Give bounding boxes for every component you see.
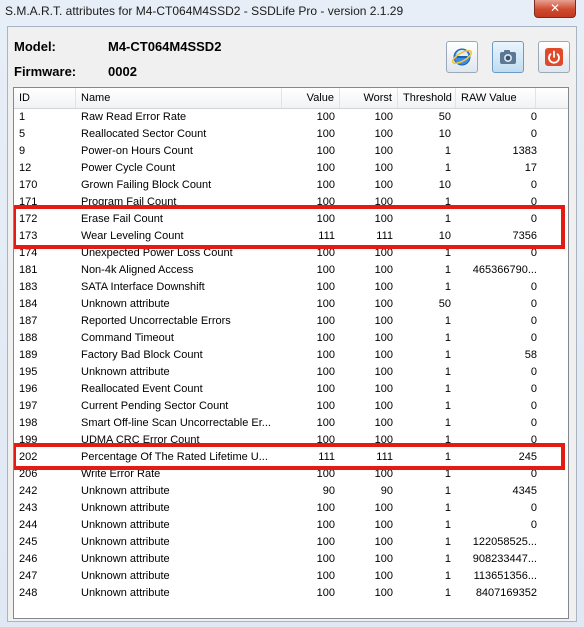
cell-value: 100 [316, 366, 335, 378]
cell-value: 100 [316, 162, 335, 174]
cell-id: 188 [19, 332, 38, 344]
cell-id: 245 [19, 536, 38, 548]
table-row[interactable] [14, 585, 544, 602]
window-title: S.M.A.R.T. attributes for M4-CT064M4SSD2 - SSDLife Pro - version 2.1.29 [5, 4, 404, 18]
model-value: M4-CT064M4SSD2 [108, 39, 222, 54]
cell-value: 100 [316, 264, 335, 276]
cell-threshold: 1 [444, 434, 451, 446]
cell-threshold: 1 [444, 417, 451, 429]
cell-name: Unknown attribute [81, 536, 170, 548]
model-label: Model: [14, 39, 56, 54]
table-row[interactable] [14, 126, 544, 143]
table-row[interactable] [14, 364, 544, 381]
firmware-label: Firmware: [14, 64, 77, 79]
cell-worst: 100 [374, 366, 393, 378]
cell-id: 174 [19, 247, 38, 259]
cell-worst: 90 [380, 485, 393, 497]
cell-raw-value: 0 [530, 502, 537, 514]
table-row[interactable] [14, 143, 544, 160]
cell-threshold: 1 [444, 451, 451, 463]
cell-worst: 100 [374, 417, 393, 429]
cell-id: 173 [19, 230, 38, 242]
cell-name: UDMA CRC Error Count [81, 434, 200, 446]
cell-name: Factory Bad Block Count [81, 349, 203, 361]
cell-value: 90 [322, 485, 335, 497]
cell-id: 198 [19, 417, 38, 429]
cell-threshold: 50 [438, 298, 451, 310]
column-header-id[interactable]: ID [14, 88, 76, 108]
cell-name: Power-on Hours Count [81, 145, 193, 157]
cell-value: 100 [316, 417, 335, 429]
cell-name: Wear Leveling Count [81, 230, 184, 242]
web-button[interactable] [446, 41, 478, 73]
table-row[interactable] [14, 109, 544, 126]
table-header [14, 88, 568, 109]
cell-value: 100 [316, 179, 335, 191]
cell-raw-value: 7356 [512, 230, 537, 242]
cell-name: Unknown attribute [81, 553, 170, 565]
cell-threshold: 1 [444, 196, 451, 208]
cell-raw-value: 465366790... [472, 264, 537, 276]
cell-value: 100 [316, 128, 335, 140]
cell-threshold: 1 [444, 145, 451, 157]
cell-name: Unexpected Power Loss Count [81, 247, 233, 259]
cell-raw-value: 245 [518, 451, 537, 463]
cell-id: 9 [19, 145, 26, 157]
cell-worst: 100 [374, 553, 393, 565]
cell-raw-value: 122058525... [472, 536, 537, 548]
cell-id: 247 [19, 570, 38, 582]
cell-name: Unknown attribute [81, 366, 170, 378]
cell-raw-value: 0 [530, 332, 537, 344]
cell-threshold: 1 [444, 502, 451, 514]
cell-worst: 100 [374, 128, 393, 140]
cell-value: 100 [316, 400, 335, 412]
column-header-worst[interactable]: Worst [340, 88, 398, 108]
table-row[interactable] [14, 211, 544, 228]
cell-name: Reallocated Event Count [81, 383, 203, 395]
cell-worst: 100 [374, 196, 393, 208]
cell-raw-value: 0 [530, 366, 537, 378]
cell-raw-value: 0 [530, 196, 537, 208]
cell-threshold: 1 [444, 264, 451, 276]
cell-name: Unknown attribute [81, 519, 170, 531]
cell-worst: 111 [376, 230, 393, 242]
cell-id: 196 [19, 383, 38, 395]
cell-value: 100 [316, 434, 335, 446]
table-row[interactable] [14, 279, 544, 296]
table-row[interactable] [14, 551, 544, 568]
cell-worst: 100 [374, 434, 393, 446]
cell-worst: 100 [374, 145, 393, 157]
screenshot-button[interactable] [492, 41, 524, 73]
cell-raw-value: 0 [530, 179, 537, 191]
cell-worst: 100 [374, 332, 393, 344]
cell-id: 181 [19, 264, 38, 276]
cell-id: 197 [19, 400, 38, 412]
column-header-raw-value[interactable]: RAW Value [456, 88, 536, 108]
internet-explorer-icon [451, 46, 473, 68]
cell-threshold: 10 [438, 179, 451, 191]
cell-raw-value: 4345 [512, 485, 537, 497]
table-row[interactable] [14, 483, 544, 500]
cell-name: Grown Failing Block Count [81, 179, 212, 191]
cell-threshold: 1 [444, 332, 451, 344]
cell-raw-value: 0 [530, 213, 537, 225]
cell-value: 100 [316, 349, 335, 361]
cell-threshold: 1 [444, 400, 451, 412]
cell-worst: 100 [374, 349, 393, 361]
column-header-filler [536, 88, 568, 108]
cell-worst: 100 [374, 179, 393, 191]
smart-attributes-table[interactable] [13, 87, 569, 619]
cell-id: 244 [19, 519, 38, 531]
cell-value: 111 [318, 230, 335, 242]
cell-id: 184 [19, 298, 38, 310]
cell-worst: 100 [374, 298, 393, 310]
cell-name: Write Error Rate [81, 468, 161, 480]
cell-id: 195 [19, 366, 38, 378]
cell-id: 246 [19, 553, 38, 565]
table-row[interactable] [14, 415, 544, 432]
cell-worst: 100 [374, 570, 393, 582]
cell-threshold: 10 [438, 230, 451, 242]
cell-value: 100 [316, 502, 335, 514]
cell-id: 206 [19, 468, 38, 480]
cell-threshold: 1 [444, 553, 451, 565]
camera-icon [497, 46, 519, 68]
cell-worst: 100 [374, 536, 393, 548]
cell-value: 100 [316, 383, 335, 395]
cell-id: 199 [19, 434, 38, 446]
cell-threshold: 1 [444, 383, 451, 395]
cell-value: 100 [316, 332, 335, 344]
cell-worst: 100 [374, 264, 393, 276]
cell-name: Unknown attribute [81, 485, 170, 497]
cell-id: 242 [19, 485, 38, 497]
cell-name: Erase Fail Count [81, 213, 163, 225]
cell-id: 172 [19, 213, 38, 225]
cell-raw-value: 0 [530, 434, 537, 446]
cell-name: Raw Read Error Rate [81, 111, 187, 123]
table-row[interactable] [14, 517, 544, 534]
cell-id: 12 [19, 162, 32, 174]
cell-worst: 100 [374, 281, 393, 293]
cell-worst: 100 [374, 502, 393, 514]
table-row[interactable] [14, 381, 544, 398]
cell-raw-value: 0 [530, 519, 537, 531]
cell-raw-value: 0 [530, 383, 537, 395]
cell-worst: 100 [374, 315, 393, 327]
table-row[interactable] [14, 466, 544, 483]
cell-value: 100 [316, 553, 335, 565]
cell-worst: 111 [376, 451, 393, 463]
cell-threshold: 1 [444, 468, 451, 480]
cell-id: 189 [19, 349, 38, 361]
cell-id: 170 [19, 179, 38, 191]
table-row[interactable] [14, 534, 544, 551]
exit-button[interactable] [538, 41, 570, 73]
cell-threshold: 1 [444, 315, 451, 327]
cell-id: 1 [19, 111, 26, 123]
cell-threshold: 1 [444, 349, 451, 361]
cell-name: Program Fail Count [81, 196, 177, 208]
firmware-value: 0002 [108, 64, 137, 79]
cell-threshold: 1 [444, 247, 451, 259]
close-icon: ✕ [549, 1, 561, 15]
cell-id: 187 [19, 315, 38, 327]
cell-name: SATA Interface Downshift [81, 281, 205, 293]
cell-threshold: 10 [438, 128, 451, 140]
client-area [7, 26, 577, 622]
table-row[interactable] [14, 313, 544, 330]
cell-worst: 100 [374, 587, 393, 599]
cell-value: 100 [316, 570, 335, 582]
table-row[interactable] [14, 296, 544, 313]
cell-id: 171 [19, 196, 38, 208]
cell-raw-value: 17 [524, 162, 537, 174]
cell-value: 100 [316, 281, 335, 293]
cell-worst: 100 [374, 111, 393, 123]
cell-name: Command Timeout [81, 332, 174, 344]
cell-worst: 100 [374, 213, 393, 225]
cell-worst: 100 [374, 383, 393, 395]
cell-name: Unknown attribute [81, 502, 170, 514]
cell-threshold: 1 [444, 587, 451, 599]
cell-name: Smart Off-line Scan Uncorrectable Er... [81, 417, 271, 429]
table-row[interactable] [14, 228, 544, 245]
cell-name: Reported Uncorrectable Errors [81, 315, 231, 327]
table-row[interactable] [14, 330, 544, 347]
cell-id: 248 [19, 587, 38, 599]
table-row[interactable] [14, 160, 544, 177]
cell-raw-value: 0 [530, 468, 537, 480]
cell-value: 100 [316, 111, 335, 123]
cell-worst: 100 [374, 247, 393, 259]
cell-value: 100 [316, 519, 335, 531]
cell-threshold: 1 [444, 519, 451, 531]
cell-id: 183 [19, 281, 38, 293]
cell-threshold: 1 [444, 366, 451, 378]
cell-value: 100 [316, 196, 335, 208]
cell-raw-value: 113651356... [473, 570, 537, 582]
cell-name: Current Pending Sector Count [81, 400, 229, 412]
cell-raw-value: 0 [530, 298, 537, 310]
table-row[interactable] [14, 449, 544, 466]
cell-value: 100 [316, 536, 335, 548]
table-row[interactable] [14, 245, 544, 262]
cell-raw-value: 0 [530, 247, 537, 259]
cell-threshold: 1 [444, 213, 451, 225]
column-header-name[interactable]: Name [76, 88, 282, 108]
cell-name: Percentage Of The Rated Lifetime U... [81, 451, 268, 463]
close-button[interactable] [534, 0, 576, 18]
cell-raw-value: 58 [524, 349, 537, 361]
table-row[interactable] [14, 262, 544, 279]
cell-value: 111 [318, 451, 335, 463]
cell-value: 100 [316, 247, 335, 259]
cell-name: Power Cycle Count [81, 162, 176, 174]
cell-raw-value: 0 [530, 417, 537, 429]
table-row[interactable] [14, 398, 544, 415]
cell-id: 5 [19, 128, 26, 140]
cell-value: 100 [316, 145, 335, 157]
table-row[interactable] [14, 194, 544, 211]
cell-worst: 100 [374, 519, 393, 531]
cell-raw-value: 0 [530, 111, 537, 123]
power-icon [543, 46, 565, 68]
cell-id: 243 [19, 502, 38, 514]
cell-threshold: 1 [444, 485, 451, 497]
cell-threshold: 50 [438, 111, 451, 123]
cell-threshold: 1 [444, 536, 451, 548]
cell-raw-value: 8407169352 [475, 587, 537, 599]
cell-name: Unknown attribute [81, 298, 170, 310]
cell-threshold: 1 [444, 162, 451, 174]
cell-name: Unknown attribute [81, 570, 170, 582]
cell-name: Unknown attribute [81, 587, 170, 599]
cell-value: 100 [316, 587, 335, 599]
cell-worst: 100 [374, 468, 393, 480]
table-row[interactable] [14, 347, 544, 364]
cell-raw-value: 0 [530, 400, 537, 412]
cell-raw-value: 0 [530, 315, 537, 327]
cell-value: 100 [316, 468, 335, 480]
cell-threshold: 1 [444, 570, 451, 582]
cell-value: 100 [316, 315, 335, 327]
cell-worst: 100 [374, 162, 393, 174]
table-row[interactable] [14, 177, 544, 194]
cell-id: 202 [19, 451, 38, 463]
table-row[interactable] [14, 500, 544, 517]
cell-name: Reallocated Sector Count [81, 128, 207, 140]
column-header-value[interactable]: Value [282, 88, 340, 108]
cell-value: 100 [316, 298, 335, 310]
table-row[interactable] [14, 432, 544, 449]
cell-threshold: 1 [444, 281, 451, 293]
table-row[interactable] [14, 568, 544, 585]
cell-worst: 100 [374, 400, 393, 412]
column-header-threshold[interactable]: Threshold [398, 88, 456, 108]
cell-raw-value: 0 [530, 128, 537, 140]
cell-raw-value: 908233447... [472, 553, 537, 565]
title-bar[interactable] [0, 0, 584, 22]
cell-value: 100 [316, 213, 335, 225]
cell-raw-value: 0 [530, 281, 537, 293]
cell-raw-value: 1383 [512, 145, 537, 157]
cell-name: Non-4k Aligned Access [81, 264, 194, 276]
